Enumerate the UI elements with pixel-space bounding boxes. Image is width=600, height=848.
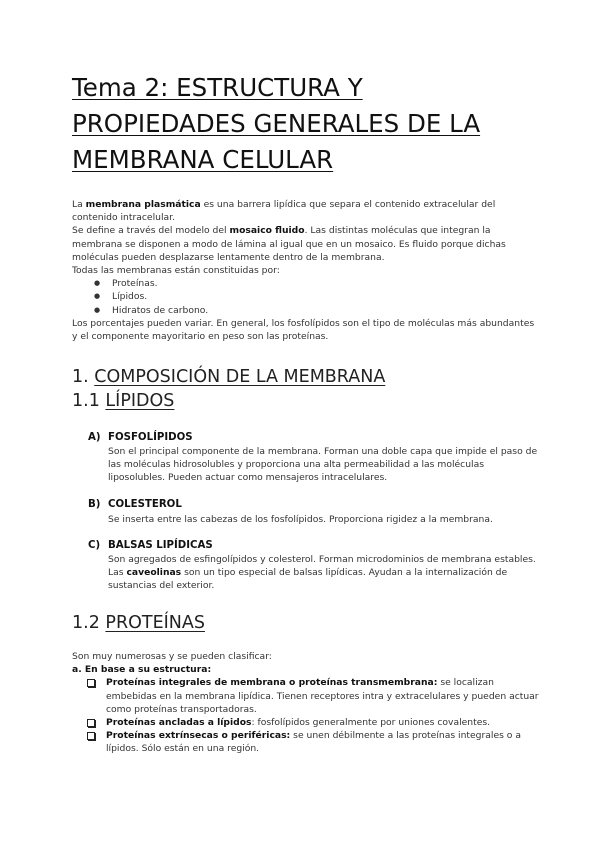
- text: Se define a través del modelo del: [72, 225, 230, 237]
- section-heading-1: [72, 366, 385, 388]
- intro-paragraph-3: Todas las membranas están constituidas por:: [72, 265, 280, 277]
- item-label: A): [88, 432, 101, 443]
- bold-term: caveolinas: [126, 567, 182, 579]
- text: Son agregados de esfingolípidos y colesterol. Forman microdominios de membrana estables. Las: [108, 554, 536, 579]
- text: se unen débilmente a las proteínas integrales o a lípidos. Sólo están en una región.: [106, 730, 521, 755]
- page-title: [72, 70, 542, 178]
- proteins-subheading: a. En base a su estructura:: [72, 664, 212, 676]
- item-title: BALSAS LIPÍDICAS: [108, 540, 213, 551]
- title-line-3: MEMBRANA CELULAR: [72, 145, 334, 174]
- subheading-colesterol: [88, 498, 182, 512]
- list-item: [106, 729, 542, 755]
- text: : fosfolípidos generalmente por uniones covalentes.: [251, 717, 491, 729]
- subheading-balsas: [88, 539, 213, 553]
- bold-term: mosaico fluido: [229, 225, 305, 237]
- intro-paragraph-4: Los porcentajes pueden variar. En general, los fosfolípidos son el tipo de moléculas más abundantes y el componente mayoritario en peso son las proteínas.: [72, 317, 535, 343]
- subheading-fosfolipidos: [88, 431, 193, 445]
- section-heading-1-1: [72, 390, 174, 412]
- colesterol-text: Se inserta entre las cabezas de los fosfolípidos. Proporciona rigidez a la membrana.: [108, 514, 493, 525]
- item-title: COLESTEROL: [108, 499, 182, 510]
- balsas-text: [108, 553, 538, 593]
- proteins-intro: Son muy numerosas y se pueden clasificar:: [72, 651, 272, 662]
- bold-term: membrana plasmática: [85, 199, 201, 210]
- section-label: COMPOSICIÓN DE LA MEMBRANA: [94, 367, 386, 387]
- proteins-list: [72, 676, 542, 755]
- bold-term: Proteínas integrales de membrana o proteínas transmembrana:: [106, 677, 438, 689]
- section-number: 1.1: [72, 391, 106, 411]
- list-item: ● Lípidos.: [112, 290, 537, 303]
- list-item: [106, 716, 542, 729]
- item-label: C): [88, 540, 101, 551]
- components-list: [72, 277, 537, 317]
- title-line-1: Tema 2: ESTRUCTURA Y: [72, 73, 363, 102]
- proteins-section: [72, 650, 542, 756]
- section-label: LÍPIDOS: [105, 391, 175, 411]
- text: es una barrera lipídica que separa el contenido extracelular del contenido intracelular.: [72, 199, 496, 224]
- text: son un tipo especial de balsas lipídicas. Ayudan a la internalización de sustancias del exterior.: [108, 567, 508, 592]
- bold-term: Proteínas extrínsecas o periféricas:: [106, 730, 291, 742]
- section-label: PROTEÍNAS: [105, 613, 205, 633]
- title-line-2: PROPIEDADES GENERALES DE LA: [72, 109, 481, 138]
- list-item: [106, 676, 542, 716]
- section-heading-1-2: [72, 612, 205, 634]
- fosfolipidos-text: Son el principal componente de la membrana. Forman una doble capa que impide el paso de las moléculas hidrosolubles y proporciona una alta permeabilidad a las moléculas liposolubles. Pueden actuar como mensajeros intracelulares.: [108, 446, 538, 484]
- list-item: ● Proteínas.: [112, 277, 537, 290]
- intro-paragraph-1: [72, 198, 537, 224]
- item-title: FOSFOLÍPIDOS: [108, 432, 193, 443]
- item-label: B): [88, 499, 101, 510]
- text: . Las distintas moléculas que integran la membrana se disponen a modo de lámina al igual que en un mosaico. Es fluido porque dichas moléculas pueden desplazarse lentamente dentro de la membrana.: [72, 225, 506, 263]
- intro-section: [72, 198, 537, 343]
- bold-term: Proteínas ancladas a lípidos: [106, 717, 252, 729]
- text: La: [72, 199, 86, 210]
- text: se localizan embebidas en la membrana lipídica. Tienen receptores intra y extracelulares y pueden actuar como proteínas transportadoras.: [106, 677, 539, 715]
- list-item: ● Hidratos de carbono.: [112, 304, 537, 317]
- intro-paragraph-2: [72, 224, 537, 264]
- section-number: 1.2: [72, 613, 106, 633]
- section-number: 1.: [72, 367, 95, 387]
